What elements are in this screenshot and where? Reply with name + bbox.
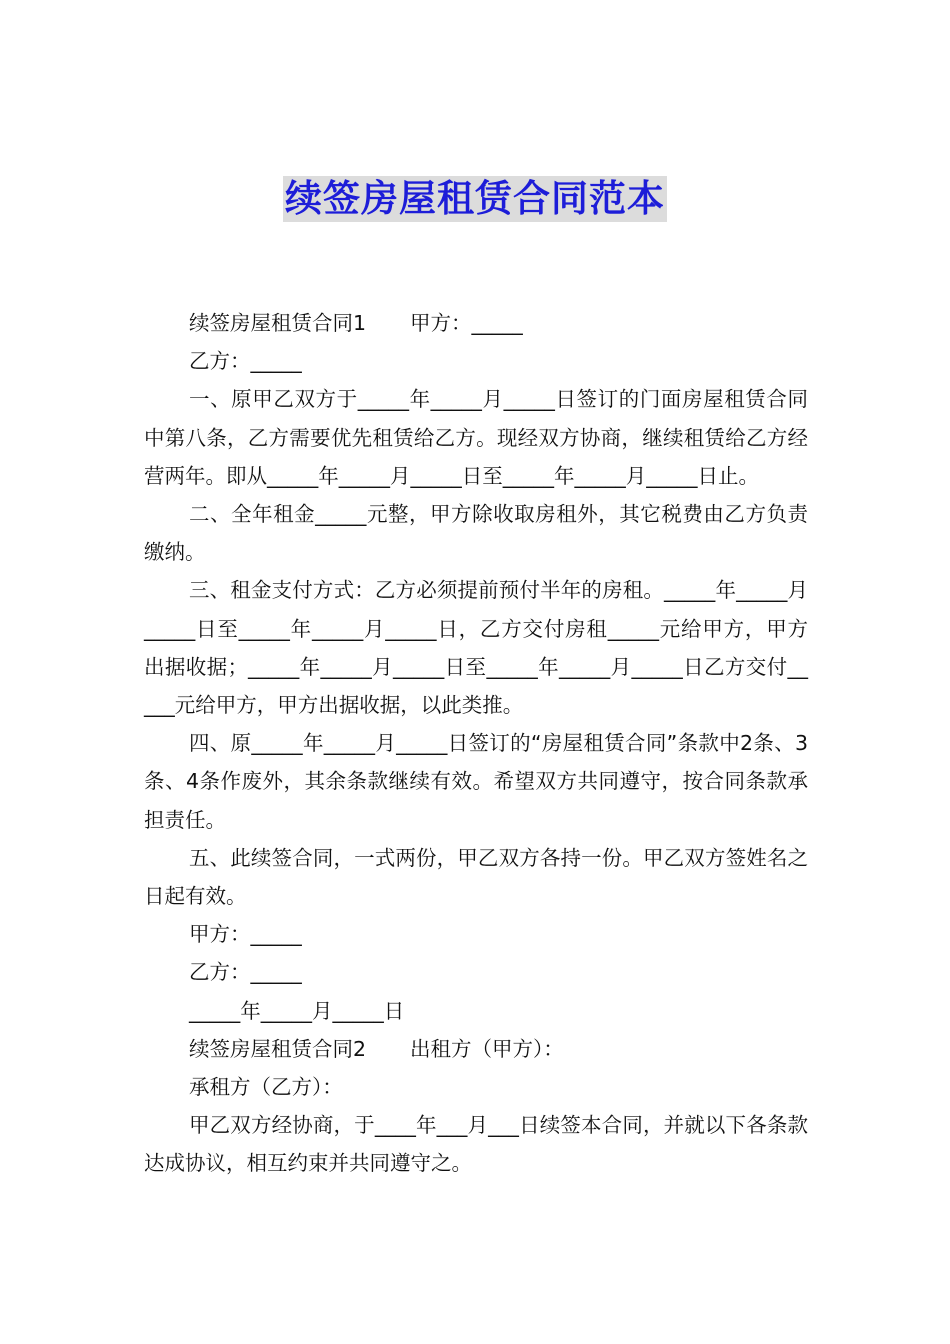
signature-date: _____年_____月_____日 — [189, 998, 405, 1023]
paragraph-agreement-intro: 甲乙双方经协商，于____年___月___日续签本合同，并就以下各条款达成协议，相互约束并共同遵守之。 — [144, 1113, 808, 1176]
document-body — [144, 304, 808, 1183]
title-container — [0, 176, 950, 222]
paragraph-contract-2-header — [144, 1030, 808, 1068]
paragraph-clause-3: 三、租金支付方式：乙方必须提前预付半年的房租。_____年_____月_____日至_____年_____月_____日，乙方交付房租_____元给甲方，甲方出据收据；_____年_____月_____日至_____年_____月_____日乙方交付_____元给甲方，甲方出据收据，以此类推。 — [144, 578, 808, 718]
paragraph-clause-2: 二、全年租金_____元整，甲方除收取房租外，其它税费由乙方负责缴纳。 — [144, 502, 808, 565]
paragraph-contract-1-header — [144, 304, 808, 342]
paragraph-lessee: 承租方（乙方）： — [189, 1075, 343, 1100]
paragraph-party-b: 乙方：_____ — [189, 349, 302, 374]
party-a-field: 甲方：_____ — [410, 311, 523, 335]
lessor-field: 出租方（甲方）： — [410, 1036, 564, 1061]
paragraph-clause-5: 五、此续签合同，一式两份，甲乙双方各持一份。甲乙双方签姓名之日起有效。 — [144, 845, 808, 909]
document-title: 续签房屋租赁合同范本 — [285, 177, 665, 220]
signature-party-b: 乙方：_____ — [189, 960, 302, 985]
contract-2-label: 续签房屋租赁合同2 — [189, 1036, 367, 1061]
contract-1-label: 续签房屋租赁合同1 — [189, 311, 367, 335]
signature-party-a: 甲方：_____ — [189, 922, 302, 947]
paragraph-clause-1: 一、原甲乙双方于_____年_____月_____日签订的门面房屋租赁合同中第八条，乙方需要优先租赁给乙方。现经双方协商，继续租赁给乙方经营两年。即从_____年_____月_____日至_____年_____月_____日止。 — [144, 387, 808, 488]
paragraph-clause-4: 四、原_____年_____月_____日签订的“房屋租赁合同”条款中2条、3条、4条作废外，其余条款继续有效。希望双方共同遵守，按合同条款承担责任。 — [144, 731, 808, 832]
